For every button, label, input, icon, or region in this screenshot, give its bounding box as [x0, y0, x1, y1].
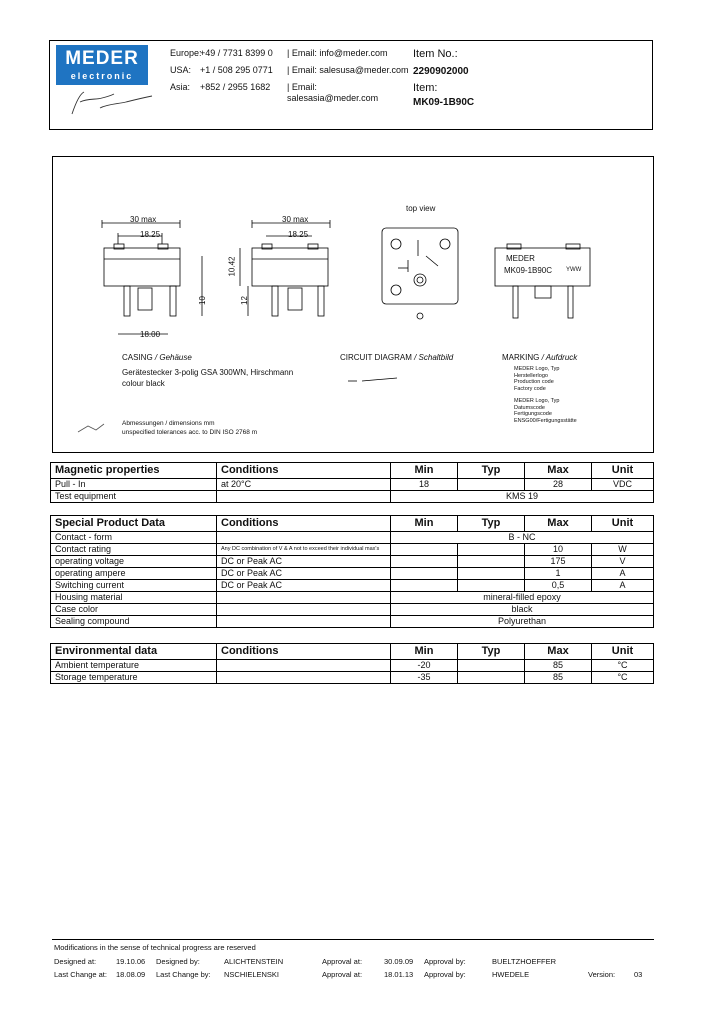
property-cell: Contact rating — [51, 544, 217, 556]
header-cell: Max — [525, 644, 592, 660]
marking-line1: MEDER — [506, 254, 535, 263]
marking-line2: MK09-1B90C — [504, 266, 553, 275]
conditions-cell — [217, 616, 391, 628]
table-header-row — [51, 644, 654, 660]
marking-note: MEDER Logo, Typ — [514, 398, 560, 404]
header-cell: Max — [525, 516, 592, 532]
last-change-by-label: Last Change by: — [156, 970, 211, 979]
marking-title-en: MARKING — [502, 353, 540, 362]
circuit-title-en: CIRCUIT DIAGRAM — [340, 353, 412, 362]
max-cell: 1 — [525, 568, 592, 580]
logo-main: MEDER — [65, 48, 139, 69]
last-change-at-value: 18.08.09 — [116, 970, 146, 979]
value-cell: KMS 19 — [391, 491, 654, 503]
conditions-cell — [217, 604, 391, 616]
header-cell: Magnetic properties — [51, 463, 217, 479]
min-cell — [391, 580, 458, 592]
approval-by2-value: HWEDELE — [492, 970, 530, 979]
contact-email[interactable]: | Email: info@meder.com — [287, 48, 388, 58]
version-value: 03 — [634, 970, 643, 979]
table-header-row — [51, 463, 654, 479]
item-label: Item: — [413, 82, 438, 94]
meder-logo — [56, 45, 148, 85]
conditions-cell: at 20°C — [217, 479, 391, 491]
table-row — [51, 568, 654, 580]
header-cell: Unit — [592, 463, 654, 479]
unit-cell: A — [592, 568, 654, 580]
marking-note: Herstellerlogo — [514, 372, 548, 379]
modification-notice: Modifications in the sense of technical progress are reserved — [54, 943, 256, 952]
approval-at2-value: 18.01.13 — [384, 970, 414, 979]
conditions-cell — [217, 672, 391, 684]
approval-at2-label: Approval at: — [322, 970, 363, 979]
designed-by-value: ALICHTENSTEIN — [224, 957, 284, 966]
max-cell: 0,5 — [525, 580, 592, 592]
conditions-cell: DC or Peak AC — [217, 580, 391, 592]
dim-10: 10 — [197, 296, 207, 305]
property-cell: Switching current — [51, 580, 217, 592]
table-row — [51, 556, 654, 568]
casing-title-de: / Gehäuse — [154, 353, 192, 362]
dim-18-00: 18.00 — [140, 330, 161, 339]
header-cell: Conditions — [217, 644, 391, 660]
contact-region: Asia: — [170, 82, 191, 92]
item-no-label: Item No.: — [413, 48, 458, 60]
last-change-at-label: Last Change at: — [54, 970, 107, 979]
casing-title — [122, 353, 192, 362]
last-change-by-value: NSCHIELENSKI — [224, 970, 280, 979]
unit-cell: V — [592, 556, 654, 568]
property-cell: Test equipment — [51, 491, 217, 503]
magnetic-properties-table — [50, 462, 654, 503]
header-cell: Min — [391, 644, 458, 660]
unit-cell: °C — [592, 672, 654, 684]
header-cell: Unit — [592, 516, 654, 532]
max-cell: 175 — [525, 556, 592, 568]
item-value: MK09-1B90C — [413, 97, 475, 108]
top-view-label: top view — [406, 204, 436, 213]
casing-text1: Gerätestecker 3-polig GSA 300WN, Hirschmann — [122, 368, 294, 377]
approval-by2-label: Approval by: — [424, 970, 466, 979]
dim-30-max-b: 30 max — [282, 215, 309, 224]
min-cell — [391, 556, 458, 568]
marking-note: Datumscode — [514, 404, 545, 411]
designed-by-label: Designed by: — [156, 957, 200, 966]
typ-cell — [458, 672, 525, 684]
marking-note: Production code — [514, 379, 554, 385]
value-cell: black — [391, 604, 654, 616]
table-row — [51, 479, 654, 491]
dim-10-42: 10.42 — [227, 256, 237, 277]
table-row — [51, 616, 654, 628]
marking-notes — [514, 366, 559, 392]
marking-title — [502, 353, 577, 362]
max-cell: 85 — [525, 672, 592, 684]
value-cell: Polyurethan — [391, 616, 654, 628]
conditions-cell — [217, 660, 391, 672]
contact-region: USA: — [170, 65, 192, 75]
approval-at-value: 30.09.09 — [384, 957, 414, 966]
marking-title-de: / Aufdruck — [541, 353, 578, 362]
header-cell: Min — [391, 516, 458, 532]
typ-cell — [458, 660, 525, 672]
typ-cell — [458, 580, 525, 592]
tolerance-line2: unspecified tolerances acc. to DIN ISO 2768 m — [122, 429, 258, 436]
contact-region: Europe: — [170, 48, 202, 58]
approval-by-value: BUELTZHOEFFER — [492, 957, 557, 966]
tolerance-line1: Abmessungen / dimensions mm — [122, 420, 215, 427]
header-cell: Environmental data — [51, 644, 217, 660]
casing-text2: colour black — [122, 379, 165, 388]
table-row — [51, 660, 654, 672]
property-cell: Storage temperature — [51, 672, 217, 684]
property-cell: operating voltage — [51, 556, 217, 568]
dim-12: 12 — [239, 296, 249, 305]
property-cell: Sealing compound — [51, 616, 217, 628]
marking-note: MEDER Logo, Typ — [514, 366, 560, 372]
marking-code: YWW — [566, 267, 582, 273]
conditions-cell — [217, 592, 391, 604]
header-cell: Typ — [458, 463, 525, 479]
dim-30-max-a: 30 max — [130, 215, 157, 224]
item-no-value: 2290902000 — [413, 66, 469, 77]
contact-phone: +852 / 2955 1682 — [200, 82, 271, 92]
min-cell: -20 — [391, 660, 458, 672]
marking-note: Fertigungscode — [514, 411, 552, 417]
max-cell: 10 — [525, 544, 592, 556]
marking-notes-de — [514, 398, 577, 424]
designed-at-label: Designed at: — [54, 957, 97, 966]
header-cell: Max — [525, 463, 592, 479]
contact-phone: +1 / 508 295 0771 — [200, 65, 273, 75]
environmental-data-table — [50, 643, 654, 684]
contact-email[interactable]: | Email: salesasia@meder.com — [287, 82, 379, 103]
approval-by-label: Approval by: — [424, 957, 466, 966]
header-cell: Typ — [458, 516, 525, 532]
conditions-cell: Any DC combination of V & A not to exceed their individual max's — [217, 544, 391, 556]
value-cell: mineral-filled epoxy — [391, 592, 654, 604]
table-row — [51, 592, 654, 604]
property-cell: operating ampere — [51, 568, 217, 580]
logo-sub: electronic — [70, 71, 134, 81]
min-cell — [391, 544, 458, 556]
max-cell: 85 — [525, 660, 592, 672]
header-cell: Special Product Data — [51, 516, 217, 532]
conditions-cell: DC or Peak AC — [217, 556, 391, 568]
min-cell: 18 — [391, 479, 458, 491]
footer-divider — [52, 939, 654, 940]
unit-cell: A — [592, 580, 654, 592]
header-cell: Conditions — [217, 516, 391, 532]
typ-cell — [458, 556, 525, 568]
table-row — [51, 580, 654, 592]
table-row — [51, 532, 654, 544]
version-label: Version: — [588, 970, 616, 979]
property-cell: Housing material — [51, 592, 217, 604]
header-cell: Unit — [592, 644, 654, 660]
header-cell: Typ — [458, 644, 525, 660]
unit-cell: W — [592, 544, 654, 556]
typ-cell — [458, 568, 525, 580]
conditions-cell — [217, 532, 391, 544]
circuit-title-de: / Schaltbild — [414, 353, 454, 362]
table-row — [51, 544, 654, 556]
dim-18-25-b: 18.25 — [288, 230, 309, 239]
header-cell: Conditions — [217, 463, 391, 479]
header-cell: Min — [391, 463, 458, 479]
max-cell: 28 — [525, 479, 592, 491]
property-cell: Contact - form — [51, 532, 217, 544]
unit-cell: °C — [592, 660, 654, 672]
special-product-data-table — [50, 515, 654, 628]
value-cell: B - NC — [391, 532, 654, 544]
min-cell — [391, 568, 458, 580]
contact-phone: +49 / 7731 8399 0 — [200, 48, 273, 58]
typ-cell — [458, 544, 525, 556]
min-cell: -35 — [391, 672, 458, 684]
casing-title-en: CASING — [122, 353, 153, 362]
property-cell: Pull - In — [51, 479, 217, 491]
typ-cell — [458, 479, 525, 491]
designed-at-value: 19.10.06 — [116, 957, 146, 966]
table-row — [51, 604, 654, 616]
unit-cell: VDC — [592, 479, 654, 491]
conditions-cell — [217, 491, 391, 503]
approval-at-label: Approval at: — [322, 957, 363, 966]
slogan-signature — [66, 88, 156, 118]
property-cell: Case color — [51, 604, 217, 616]
marking-note: Factory code — [514, 385, 546, 392]
table-header-row — [51, 516, 654, 532]
table-row — [51, 491, 654, 503]
marking-note: ENSG00/Fertigungsstätte — [514, 417, 577, 424]
table-row — [51, 672, 654, 684]
conditions-cell: DC or Peak AC — [217, 568, 391, 580]
dim-18-25-a: 18.25 — [140, 230, 161, 239]
property-cell: Ambient temperature — [51, 660, 217, 672]
contact-email[interactable]: | Email: salesusa@meder.com — [287, 65, 409, 75]
circuit-title — [340, 353, 453, 362]
